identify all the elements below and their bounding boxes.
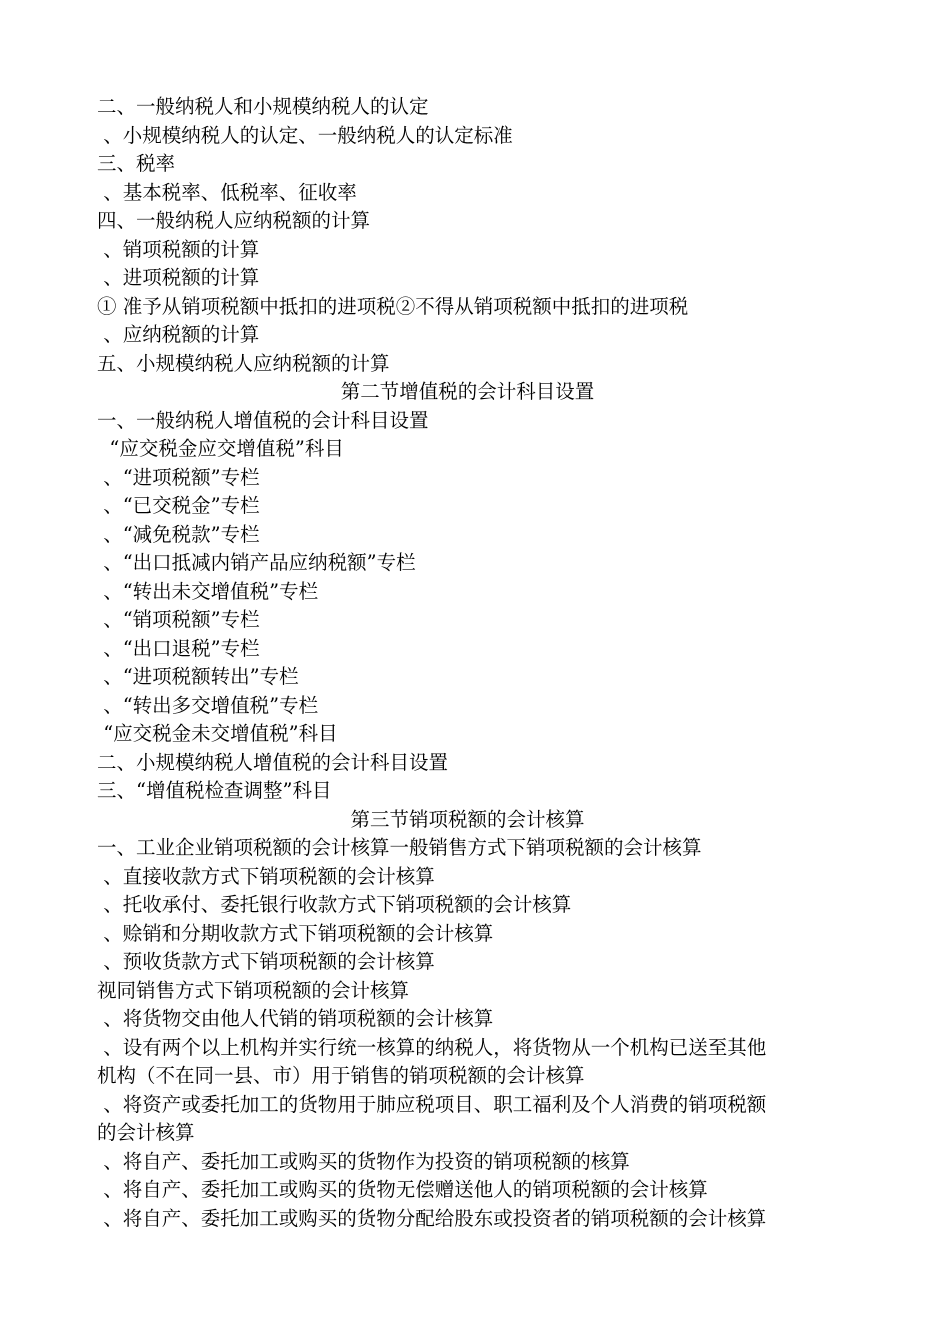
text-line: 一、一般纳税人增值税的会计科目设置 <box>97 408 429 432</box>
text-line: 一、工业企业销项税额的会计核算一般销售方式下销项税额的会计核算 <box>97 836 702 859</box>
text-line: 、应纳税额的计算 <box>97 323 260 346</box>
text-line: 、“出口退税”专栏 <box>97 636 260 660</box>
text-line: 、“转出未交增值税”专栏 <box>97 579 319 603</box>
text-line: 、基本税率、低税率、征收率 <box>97 180 357 204</box>
text-line: 、设有两个以上机构并实行统一核算的纳税人，将货物从一个机构已送至其他 <box>97 1035 767 1059</box>
text-line: 四、一般纳税人应纳税额的计算 <box>97 209 371 232</box>
section-heading: 第二节增值税的会计科目设置 <box>340 380 595 403</box>
text-line: 视同销售方式下销项税额的会计核算 <box>97 978 410 1002</box>
text-line: 、将自产、委托加工或购买的货物分配给股东或投资者的销项税额的会计核算 <box>97 1206 767 1230</box>
text-line: 、“已交税金”专栏 <box>97 494 260 517</box>
text-line: 、“减免税款”专栏 <box>97 522 260 546</box>
text-line: 、预收货款方式下销项税额的会计核算 <box>97 950 435 973</box>
text-line: 、赊销和分期收款方式下销项税额的会计核算 <box>97 921 494 945</box>
text-line: 二、小规模纳税人增值税的会计科目设置 <box>97 750 449 774</box>
text-line: 五、小规模纳税人应纳税额的计算 <box>97 351 390 375</box>
text-line: 三、税率 <box>97 152 176 175</box>
text-line: 、销项税额的计算 <box>97 237 260 261</box>
text-line: ① 准予从销项税额中抵扣的进项税②不得从销项税额中抵扣的进项税 <box>97 294 689 318</box>
text-line: 、将货物交由他人代销的销项税额的会计核算 <box>97 1007 494 1030</box>
text-line: 机构（不在同一县、市）用于销售的销项税额的会计核算 <box>97 1064 585 1087</box>
text-line: 、小规模纳税人的认定、一般纳税人的认定标准 <box>97 123 513 147</box>
text-line: 的会计核算 <box>97 1121 195 1144</box>
text-line: 、将资产或委托加工的货物用于肺应税项目、职工福利及个人消费的销项税额 <box>97 1092 767 1116</box>
text-line: 、“进项税额转出”专栏 <box>97 665 299 688</box>
text-line: 、“进项税额”专栏 <box>97 465 260 489</box>
text-line: 三、“增值税检查调整”科目 <box>97 779 332 802</box>
text-line: 、“转出多交增值税”专栏 <box>97 693 319 717</box>
text-line: 、直接收款方式下销项税额的会计核算 <box>97 864 435 888</box>
text-line: 、进项税额的计算 <box>97 266 260 289</box>
text-line: 二、一般纳税人和小规模纳税人的认定 <box>97 95 429 118</box>
text-line: “应交税金未交增值税”科目 <box>97 722 338 745</box>
text-line: 、将自产、委托加工或购买的货物无偿赠送他人的销项税额的会计核算 <box>97 1178 708 1201</box>
text-line: 、将自产、委托加工或购买的货物作为投资的销项税额的核算 <box>97 1149 630 1173</box>
text-line: 、托收承付、委托银行收款方式下销项税额的会计核算 <box>97 893 572 916</box>
text-line: “应交税金应交增值税”科目 <box>97 437 344 460</box>
section-heading: 第三节销项税额的会计核算 <box>350 807 585 831</box>
text-line: 、“出口抵减内销产品应纳税额”专栏 <box>97 551 416 574</box>
text-line: 、“销项税额”专栏 <box>97 608 260 631</box>
